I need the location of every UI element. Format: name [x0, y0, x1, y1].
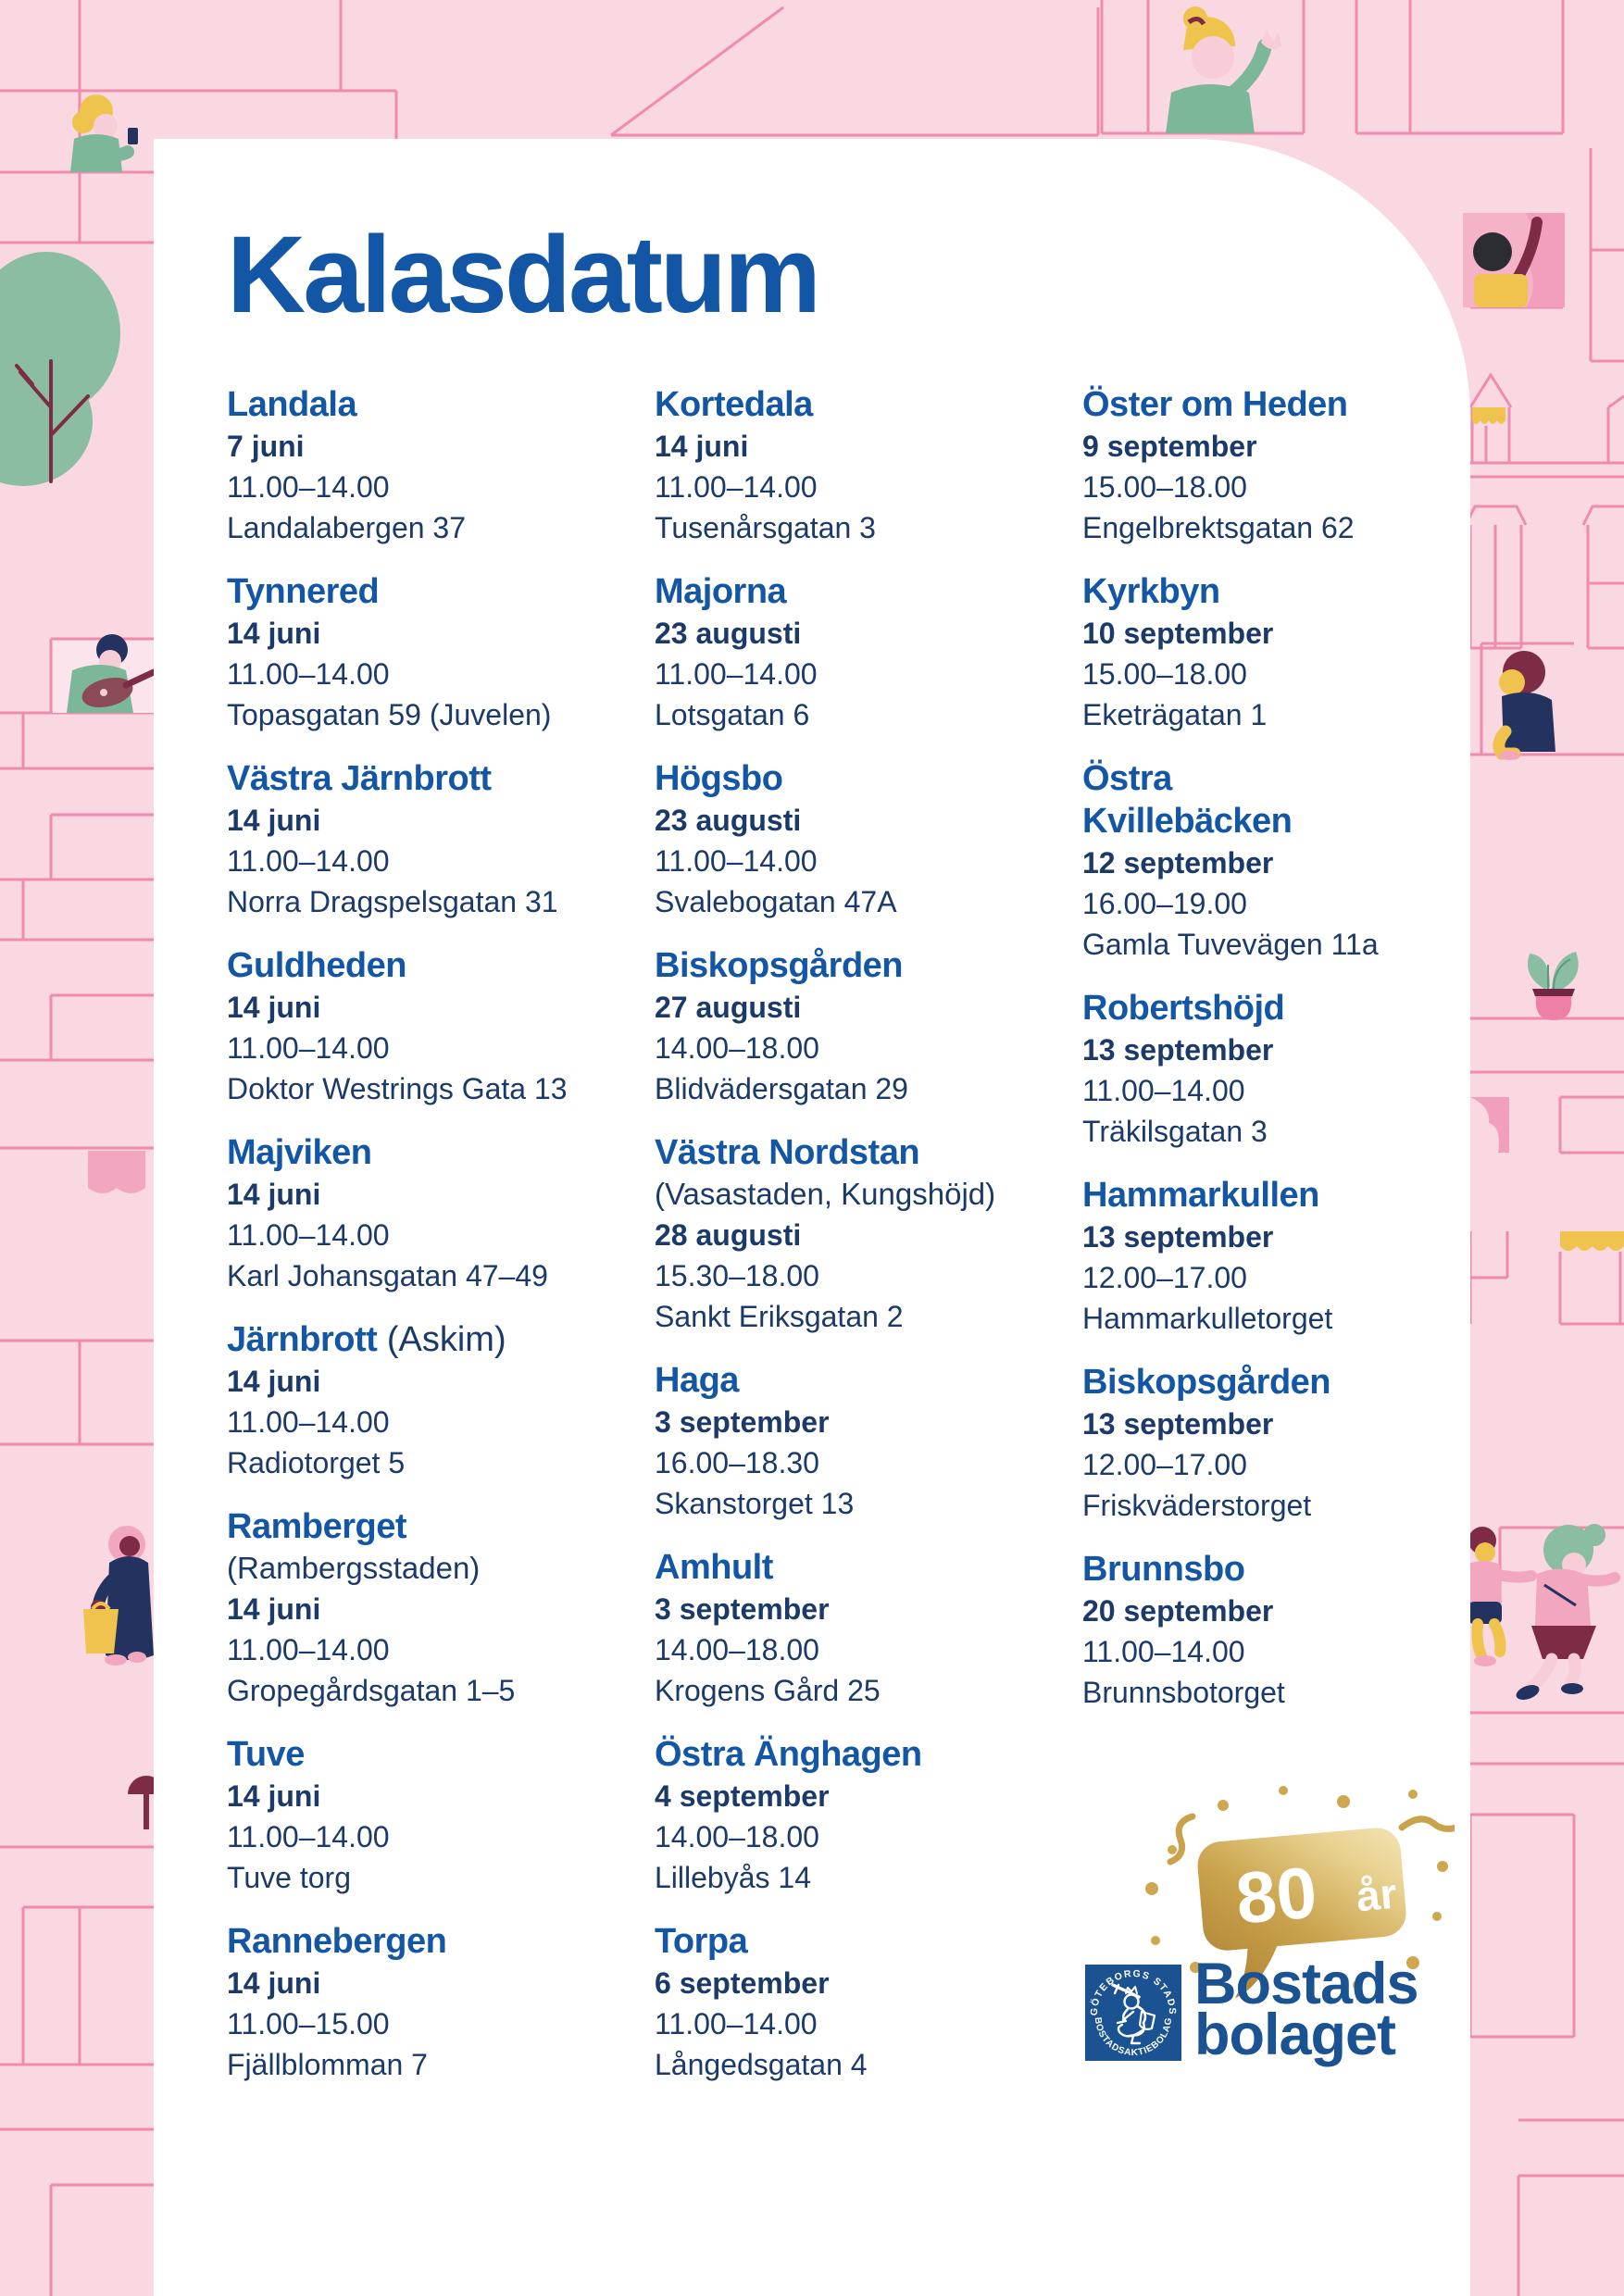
event-entry [655, 1546, 1082, 1711]
event-entry [227, 944, 655, 1109]
event-address: Gropegårdsgatan 1–5 [227, 1674, 516, 1707]
event-area-name: Robertshöjd [1082, 989, 1285, 1028]
event-entry [1082, 1548, 1476, 1713]
event-area-name: Öster om Heden [1082, 385, 1348, 424]
event-entry [1082, 987, 1476, 1152]
potted-plant-icon [1528, 952, 1579, 1020]
event-address: Träkilsgatan 3 [1082, 1115, 1268, 1148]
event-entry [1082, 757, 1476, 965]
event-address: Sankt Eriksgatan 2 [655, 1300, 904, 1333]
event-time: 15.30–18.00 [655, 1259, 819, 1292]
content-card [154, 139, 1470, 2296]
event-time: 12.00–17.00 [1082, 1448, 1247, 1481]
event-area-name: Guldheden [227, 946, 406, 985]
event-date: 14 juni [227, 1779, 321, 1813]
event-area-name: Haga [655, 1361, 739, 1400]
event-area-name: Rannebergen [227, 1922, 447, 1961]
event-date: 4 september [655, 1779, 830, 1813]
event-address: Engelbrektsgatan 62 [1082, 511, 1355, 544]
event-date: 28 augusti [655, 1218, 802, 1252]
event-date: 20 september [1082, 1594, 1274, 1628]
event-area-name: Kortedala [655, 385, 813, 424]
event-date: 6 september [655, 1966, 830, 2000]
event-date: 14 juni [227, 1966, 321, 2000]
event-entry [655, 1733, 1082, 1898]
event-area-name: Tuve [227, 1735, 305, 1774]
event-date: 23 augusti [655, 804, 802, 837]
event-address: Topasgatan 59 (Juvelen) [227, 698, 552, 731]
event-time: 11.00–14.00 [227, 1218, 390, 1252]
event-area-name: Majviken [227, 1133, 372, 1172]
event-date: 14 juni [227, 1178, 321, 1211]
event-entry [1082, 570, 1476, 735]
event-address: Norra Dragspelsgatan 31 [227, 885, 558, 918]
event-entry [227, 1505, 655, 1711]
event-time: 11.00–14.00 [227, 657, 390, 691]
event-area-name: Högsbo [655, 759, 783, 798]
event-entry [227, 757, 655, 922]
guitar-player-illustration [53, 634, 154, 713]
event-area-name: Brunnsbo [1082, 1550, 1245, 1589]
event-entry [655, 383, 1082, 548]
event-date: 13 september [1082, 1407, 1274, 1441]
event-date: 14 juni [227, 617, 321, 650]
event-time: 11.00–14.00 [227, 1633, 390, 1666]
event-date: 13 september [1082, 1220, 1274, 1254]
event-address: Blidvädersgatan 29 [655, 1072, 908, 1105]
event-time: 15.00–18.00 [1082, 657, 1247, 691]
event-date: 12 september [1082, 846, 1274, 880]
window-waver-illustration [1463, 213, 1565, 307]
event-entry [227, 1733, 655, 1898]
event-address: Hammarkulletorget [1082, 1302, 1333, 1335]
event-address: Fjällblomman 7 [227, 2048, 428, 2081]
event-area-name-line2: Kvillebäcken [1082, 802, 1293, 841]
event-address: Karl Johansgatan 47–49 [227, 1259, 548, 1292]
event-entry [1082, 1174, 1476, 1339]
event-area-name: Järnbrott (Askim) [227, 1320, 506, 1359]
event-date: 10 september [1082, 617, 1274, 650]
event-time: 11.00–14.00 [655, 470, 818, 504]
event-address: Lillebyås 14 [655, 1861, 811, 1894]
hijab-woman-with-bag-illustration [83, 1526, 154, 1666]
event-time: 11.00–14.00 [1082, 1074, 1245, 1107]
event-area-name: Västra Järnbrott [227, 759, 492, 798]
event-time: 11.00–14.00 [227, 470, 390, 504]
crest-text-top: GÖTEBORGS STADS [1088, 1967, 1179, 2016]
event-address: Gamla Tuvevägen 11a [1082, 928, 1379, 961]
event-time: 11.00–14.00 [227, 1031, 390, 1065]
event-address: Tuve torg [227, 1861, 351, 1894]
event-address: Friskväderstorget [1082, 1489, 1312, 1522]
event-date: 7 juni [227, 430, 305, 463]
event-address: Landalabergen 37 [227, 511, 467, 544]
event-time: 14.00–18.00 [655, 1820, 819, 1853]
event-entry [655, 1131, 1082, 1337]
event-address: Doktor Westrings Gata 13 [227, 1072, 568, 1105]
laundry-illustration [88, 1151, 145, 1193]
tree-illustration [0, 252, 120, 486]
event-time: 12.00–17.00 [1082, 1261, 1247, 1294]
event-address: Skanstorget 13 [655, 1487, 855, 1520]
page-title: Kalasdatum [227, 214, 818, 336]
goteborg-crest-icon [1085, 1965, 1181, 2061]
event-entry [227, 1318, 655, 1483]
event-area-name: Amhult [655, 1548, 773, 1587]
event-entry [227, 383, 655, 548]
wordmark-line2: bolaget [1194, 2003, 1396, 2067]
waving-person-illustration [1166, 6, 1281, 133]
event-entry [1082, 383, 1476, 548]
event-address: Lotsgatan 6 [655, 698, 810, 731]
event-time: 14.00–18.00 [655, 1633, 819, 1666]
event-entry [227, 1131, 655, 1296]
event-time: 11.00–15.00 [227, 2007, 390, 2040]
event-area-name: Landala [227, 385, 357, 424]
event-time: 11.00–14.00 [227, 1820, 390, 1853]
event-date: 27 augusti [655, 991, 802, 1024]
bostadsbolaget-wordmark [1194, 1952, 1418, 2067]
event-date: 9 september [1082, 430, 1257, 463]
event-entry [1082, 1361, 1476, 1526]
event-time: 11.00–14.00 [655, 2007, 818, 2040]
event-time: 11.00–14.00 [227, 844, 390, 878]
event-date: 14 juni [227, 1365, 321, 1398]
event-time: 11.00–14.00 [1082, 1635, 1245, 1668]
event-area-name: Tynnered [227, 572, 380, 611]
curtain-window-illustration [1470, 1097, 1509, 1153]
event-time: 11.00–14.00 [655, 657, 818, 691]
event-entry [227, 1920, 655, 2085]
event-entry [227, 570, 655, 735]
event-area-name: Majorna [655, 572, 787, 611]
event-area-name-suffix: (Askim) [377, 1320, 506, 1359]
event-address: Radiotorget 5 [227, 1446, 406, 1479]
event-address: Tusenårsgatan 3 [655, 511, 876, 544]
event-date: 14 juni [227, 991, 321, 1024]
event-area-name: Biskopsgården [1082, 1363, 1331, 1402]
event-entry [655, 944, 1082, 1109]
sitting-woman-illustration [1499, 651, 1555, 760]
event-entry [655, 1359, 1082, 1524]
event-address: Långedsgatan 4 [655, 2048, 868, 2081]
event-column-2 [655, 383, 1082, 2107]
badge-number: 80 [1232, 1851, 1320, 1940]
event-date: 14 juni [227, 804, 321, 837]
event-address: Svalebogatan 47A [655, 885, 897, 918]
event-area-subname: (Rambergsstaden) [227, 1551, 481, 1585]
event-date: 13 september [1082, 1033, 1274, 1067]
badge-suffix: år [1354, 1868, 1399, 1921]
event-area-name: Östra [1082, 759, 1172, 798]
event-address: Krogens Gård 25 [655, 1674, 881, 1707]
bostadsbolaget-logo [1043, 1778, 1450, 2222]
event-time: 16.00–18.30 [655, 1446, 819, 1479]
event-area-name: Torpa [655, 1922, 748, 1961]
event-entry [655, 1920, 1082, 2085]
event-area-name: Östra Änghagen [655, 1735, 922, 1774]
event-area-name: Västra Nordstan [655, 1133, 920, 1172]
event-date: 14 juni [655, 430, 749, 463]
event-address: Eketrägatan 1 [1082, 698, 1268, 731]
event-date: 14 juni [227, 1592, 321, 1626]
running-kids-illustration [1467, 1524, 1615, 1703]
event-area-name: Biskopsgården [655, 946, 904, 985]
event-date: 3 september [655, 1592, 830, 1626]
wordmark-line1: Bostads [1194, 1952, 1418, 2016]
event-address: Brunnsbotorget [1082, 1676, 1285, 1709]
event-time: 16.00–19.00 [1082, 887, 1247, 920]
event-column-1 [227, 383, 655, 2107]
event-date: 3 september [655, 1405, 830, 1439]
event-area-name: Kyrkbyn [1082, 572, 1220, 611]
event-date: 23 augusti [655, 617, 802, 650]
event-entry [655, 570, 1082, 735]
event-time: 15.00–18.00 [1082, 470, 1247, 504]
event-area-name: Ramberget [227, 1507, 406, 1546]
event-area-name: Hammarkullen [1082, 1176, 1319, 1215]
crest-text-bottom: BOSTADSAKTIEBOLAG [1092, 2016, 1175, 2059]
event-time: 11.00–14.00 [655, 844, 818, 878]
event-time: 14.00–18.00 [655, 1031, 819, 1065]
event-area-subname: (Vasastaden, Kungshöjd) [655, 1177, 996, 1211]
event-time: 11.00–14.00 [227, 1405, 390, 1439]
event-entry [655, 757, 1082, 922]
